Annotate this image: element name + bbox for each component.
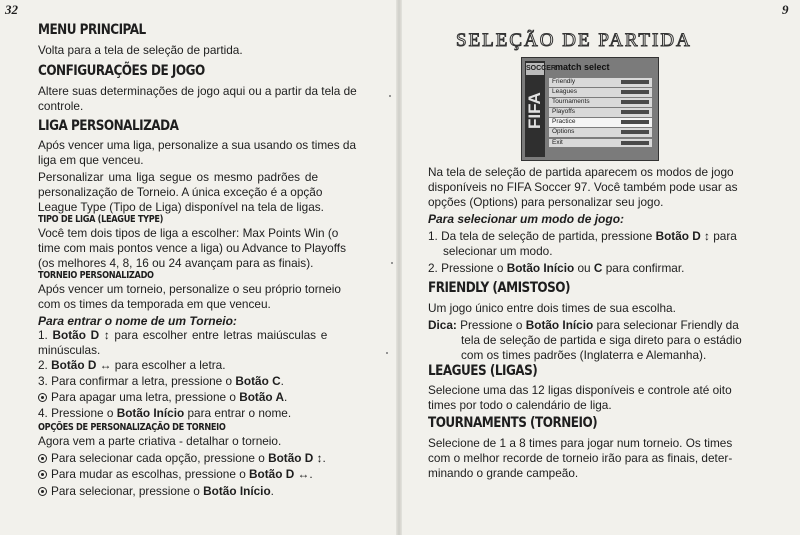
step-item: 4. Pressione o Botão Início para entrar o nome. xyxy=(38,406,292,420)
section-heading: MENU PRINCIPAL xyxy=(38,22,146,38)
step-item: 3. Para confirmar a letra, pressione o Botão C. xyxy=(38,374,284,388)
menu-item-options: Options xyxy=(549,128,652,137)
body-text: time com mais pontos vence a liga) ou Advance to Playoffs xyxy=(38,241,346,255)
print-speck xyxy=(389,95,391,97)
bullet-item: Para mudar as escolhas, pressione o Botão D ↔. xyxy=(38,467,313,482)
left-page xyxy=(0,0,398,535)
menu-item-practice: Practice xyxy=(549,118,652,127)
soccer-ball-icon xyxy=(38,470,47,479)
body-text: (os melhores 4, 8, 16 ou 24 avançam para as finais). xyxy=(38,256,314,270)
menu-item-friendly: Friendly xyxy=(549,78,652,87)
body-text: Na tela de seleção de partida aparecem os modos de jogo xyxy=(428,165,734,179)
body-text: Um jogo único entre dois times de sua escolha. xyxy=(428,301,676,315)
section-heading: LEAGUES (LIGAS) xyxy=(428,363,538,379)
fifa-logo: SOCCER FIFA xyxy=(525,61,545,157)
body-text: Altere suas determinações de jogo aqui ou a partir da tela de xyxy=(38,84,357,98)
game-screenshot xyxy=(521,57,659,161)
section-heading: TOURNAMENTS (TORNEIO) xyxy=(428,415,598,431)
body-text: League Type (Tipo de Liga) disponível na tela de ligas. xyxy=(38,200,324,214)
menu-item-playoffs: Playoffs xyxy=(549,108,652,117)
body-text: Após vencer uma liga, personalize a sua usando os times da xyxy=(38,138,357,152)
page-number: 32 xyxy=(5,2,18,17)
steps-heading: Para entrar o nome de um Torneio: xyxy=(38,314,237,328)
body-text: minando o grande campeão. xyxy=(428,466,579,480)
body-text: com os times da temporada em que venceu. xyxy=(38,297,271,311)
tip-text: tela de seleção de partida e siga direto para o estádio xyxy=(461,333,742,347)
step-item: 1. Botão D ↕ para escolher entre letras maiúsculas e xyxy=(38,328,328,342)
print-speck xyxy=(391,262,393,264)
body-text: Personalizar uma liga segue os mesmo padrões de xyxy=(38,170,319,184)
body-text: Você tem dois tipos de liga a escolher: Max Points Win (o xyxy=(38,226,339,240)
page-title: SELEÇÃO DE PARTIDA xyxy=(456,30,692,51)
print-speck xyxy=(386,352,388,354)
body-text: Após vencer um torneio, personalize o seu próprio torneio xyxy=(38,282,341,296)
step-item: 2. Botão D ↔ para escolher a letra. xyxy=(38,358,226,372)
menu-item-leagues: Leagues xyxy=(549,88,652,97)
body-text: liga em que venceu. xyxy=(38,153,144,167)
menu-title: match select xyxy=(555,62,610,72)
match-select-menu xyxy=(549,78,652,149)
subsection-heading: TORNEIO PERSONALIZADO xyxy=(38,270,154,281)
body-text: minúsculas. xyxy=(38,343,101,357)
bullet-item: Para selecionar cada opção, pressione o Botão D ↕. xyxy=(38,451,326,466)
body-text: times por todo o calendário de liga. xyxy=(428,398,612,412)
body-text: Selecione uma das 12 ligas disponíveis e controle até oito xyxy=(428,383,732,397)
tip-text: com os times padrões (Inglaterra e Alemanha). xyxy=(461,348,707,362)
body-text: controle. xyxy=(38,99,84,113)
bullet-item: Para selecionar, pressione o Botão Início. xyxy=(38,484,274,499)
body-text: opções (Options) para personalizar seu jogo. xyxy=(428,195,664,209)
page-number: 9 xyxy=(782,2,789,17)
subsection-heading: OPÇÕES DE PERSONALIZAÇÃO DE TORNEIO xyxy=(38,422,226,433)
body-text: com o melhor recorde de torneio irão para as finais, deter- xyxy=(428,451,733,465)
tip-text: Dica: Pressione o Botão Início para selecionar Friendly da xyxy=(428,318,739,332)
body-text: Selecione de 1 a 8 times para jogar num torneio. Os times xyxy=(428,436,733,450)
section-heading: CONFIGURAÇÕES DE JOGO xyxy=(38,63,205,79)
steps-heading: Para selecionar um modo de jogo: xyxy=(428,212,625,226)
body-text: Agora vem a parte criativa - detalhar o torneio. xyxy=(38,434,282,448)
section-heading: FRIENDLY (AMISTOSO) xyxy=(428,280,570,296)
body-text: Volta para a tela de seleção de partida. xyxy=(38,43,243,57)
soccer-ball-icon xyxy=(38,393,47,402)
soccer-ball-icon xyxy=(38,454,47,463)
section-heading: LIGA PERSONALIZADA xyxy=(38,118,179,134)
step-item: 1. Da tela de seleção de partida, pressione Botão D ↕ para xyxy=(428,229,737,243)
body-text: selecionar um modo. xyxy=(443,244,553,258)
body-text: personalização de Torneio. A única exceção é a opção xyxy=(38,185,323,199)
step-item: 2. Pressione o Botão Início ou C para confirmar. xyxy=(428,261,685,275)
soccer-ball-icon xyxy=(38,487,47,496)
subsection-heading: TIPO DE LIGA (LEAGUE TYPE) xyxy=(38,214,164,225)
bullet-item: Para apagar uma letra, pressione o Botão A. xyxy=(38,390,287,405)
menu-item-tournaments: Tournaments xyxy=(549,98,652,107)
menu-item-exit: Exit xyxy=(549,139,652,148)
body-text: disponíveis no FIFA Soccer 97. Você também pode usar as xyxy=(428,180,738,194)
